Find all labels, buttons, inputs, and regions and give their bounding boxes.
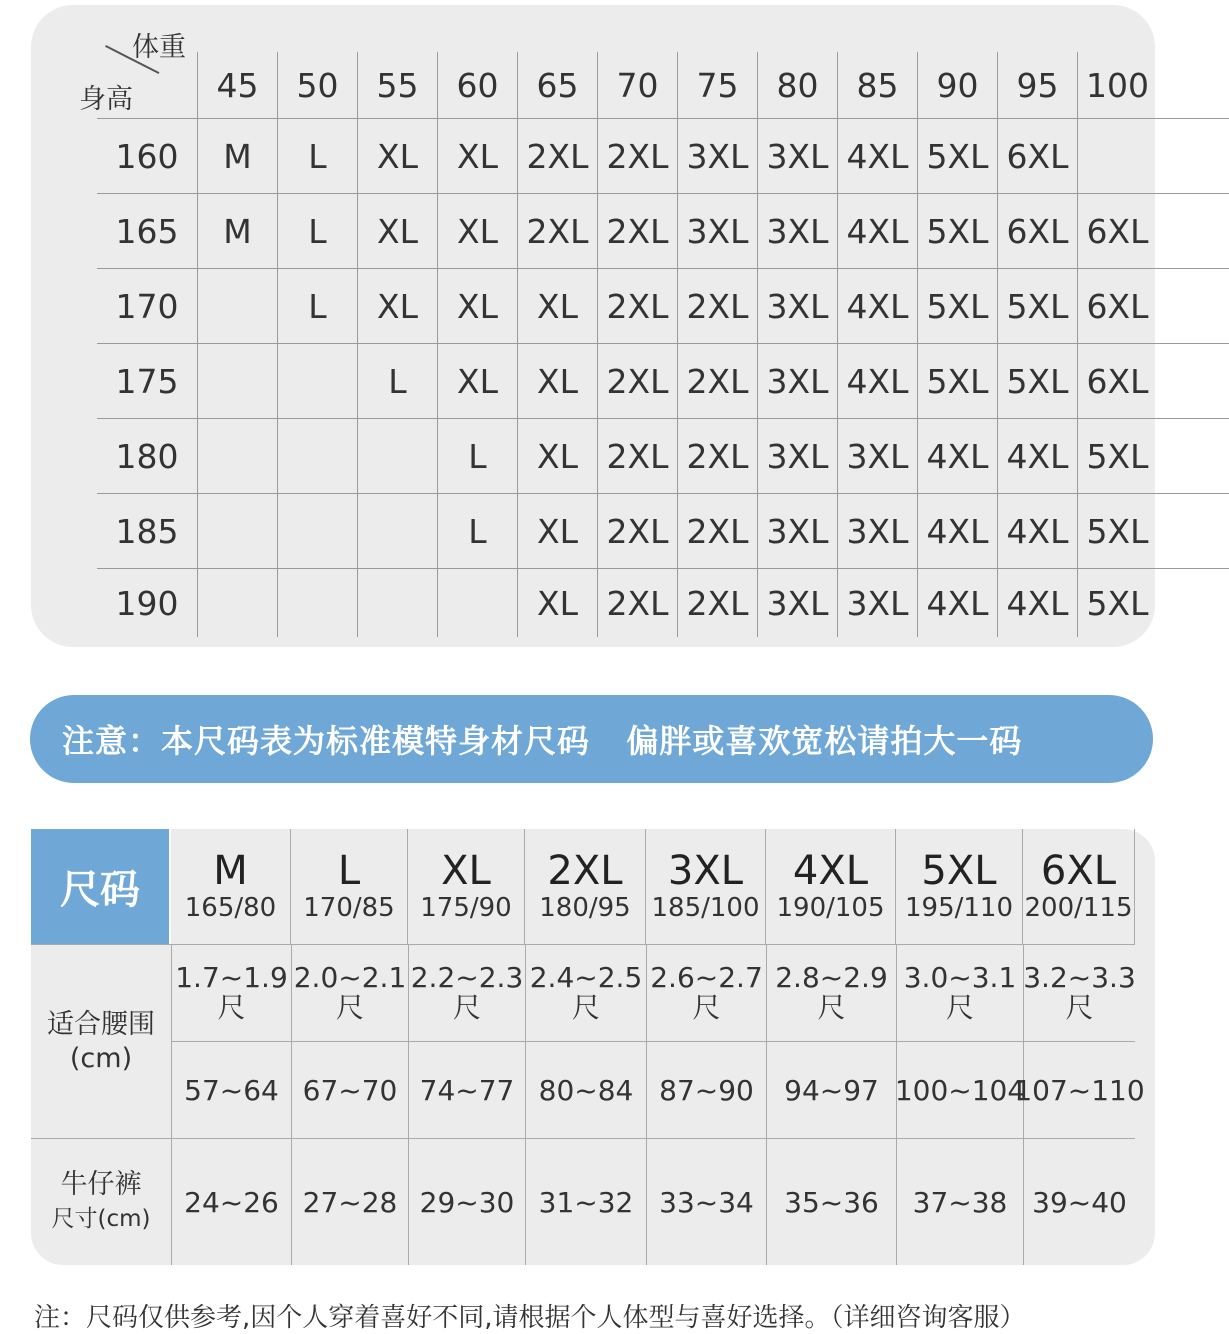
waist-cm-cell: 74~77 — [408, 1041, 525, 1138]
size-cell: M — [197, 193, 277, 268]
weight-header-95: 95 — [997, 52, 1077, 118]
size-spec: 190/105 — [776, 892, 885, 923]
size-cell: XL — [517, 268, 597, 343]
row-pad — [1157, 268, 1229, 343]
size-cell: 2XL — [517, 193, 597, 268]
corner-weight-label: 体重 — [132, 32, 186, 63]
waist-chi-unit: 尺 — [335, 991, 364, 1024]
size-cell: 2XL — [677, 343, 757, 418]
row-pad — [1135, 1041, 1155, 1138]
waist-chi-cell — [525, 944, 646, 1041]
waist-chi-value: 2.0~2.1 — [293, 961, 407, 994]
waist-chi-value: 2.8~2.9 — [775, 961, 888, 994]
size-header-2XL — [525, 829, 646, 944]
jeans-size-cell: 31~32 — [525, 1138, 646, 1265]
size-code: 2XL — [547, 847, 623, 894]
size-cell: L — [277, 268, 357, 343]
size-cell: XL — [437, 268, 517, 343]
size-spec: 170/85 — [303, 892, 395, 923]
weight-header-85: 85 — [837, 52, 917, 118]
size-cell: XL — [517, 568, 597, 637]
size-cell: 2XL — [677, 268, 757, 343]
size-cell: 2XL — [597, 268, 677, 343]
waist-chi-value: 3.2~3.3 — [1023, 961, 1136, 994]
weight-header-75: 75 — [677, 52, 757, 118]
size-code: 4XL — [792, 847, 869, 894]
size-cell: 5XL — [997, 268, 1077, 343]
size-cell — [197, 268, 277, 343]
waist-chi-unit: 尺 — [692, 991, 721, 1024]
size-cell: L — [357, 343, 437, 418]
size-cell: 3XL — [677, 118, 757, 193]
size-code: 6XL — [1040, 847, 1117, 894]
size-cell: 2XL — [677, 568, 757, 637]
weight-header-60: 60 — [437, 52, 517, 118]
waist-chi-unit: 尺 — [571, 991, 600, 1024]
size-cell: 3XL — [757, 193, 837, 268]
size-cell: 2XL — [517, 118, 597, 193]
waist-cm-cell: 80~84 — [525, 1041, 646, 1138]
size-cell — [277, 343, 357, 418]
waist-chi-value: 1.7~1.9 — [175, 961, 288, 994]
size-code: L — [337, 847, 361, 894]
size-spec: 165/80 — [184, 892, 277, 923]
size-header-L — [291, 829, 408, 944]
weight-header-65: 65 — [517, 52, 597, 118]
jeans-size-cell: 27~28 — [291, 1138, 408, 1265]
size-cell: XL — [357, 268, 437, 343]
size-cell: M — [197, 118, 277, 193]
waist-chi-cell — [291, 944, 408, 1041]
size-cell: 2XL — [597, 568, 677, 637]
size-cell — [277, 493, 357, 568]
waist-chi-value: 2.2~2.3 — [410, 961, 524, 994]
size-spec: 200/115 — [1024, 892, 1133, 923]
waist-chi-cell — [896, 944, 1023, 1041]
size-cell: XL — [357, 118, 437, 193]
waist-chi-value: 3.0~3.1 — [903, 961, 1017, 994]
row-pad — [1157, 343, 1229, 418]
weight-header-55: 55 — [357, 52, 437, 118]
size-cell: 6XL — [997, 118, 1077, 193]
size-cell: 5XL — [1077, 568, 1157, 637]
size-cell — [277, 418, 357, 493]
weight-header-80: 80 — [757, 52, 837, 118]
row-pad — [1135, 944, 1155, 1041]
size-cell: 6XL — [1077, 193, 1157, 268]
waist-chi-value: 2.4~2.5 — [529, 961, 643, 994]
size-spec-card — [31, 829, 1155, 1265]
weight-height-grid — [97, 52, 1149, 637]
size-cell: 3XL — [757, 268, 837, 343]
jeans-size-cell: 29~30 — [408, 1138, 525, 1265]
size-header-M — [171, 829, 291, 944]
height-label-185: 185 — [97, 493, 197, 568]
jeans-size-cell: 24~26 — [171, 1138, 291, 1265]
row-pad — [1157, 493, 1229, 568]
size-cell: XL — [517, 493, 597, 568]
size-cell: L — [277, 193, 357, 268]
size-code: 3XL — [667, 847, 744, 894]
size-cell: 5XL — [917, 268, 997, 343]
waist-cm-cell: 94~97 — [766, 1041, 896, 1138]
waist-cm-cell: 67~70 — [291, 1041, 408, 1138]
size-notice-banner: 注意：本尺码表为标准模特身材尺码 偏胖或喜欢宽松请拍大一码 — [30, 695, 1153, 783]
height-label-165: 165 — [97, 193, 197, 268]
size-cell: 5XL — [917, 343, 997, 418]
size-cell: 3XL — [757, 118, 837, 193]
jeans-label — [31, 1138, 171, 1265]
size-cell: 2XL — [597, 418, 677, 493]
size-header-5XL — [896, 829, 1023, 944]
size-header-XL — [408, 829, 525, 944]
size-cell: XL — [437, 343, 517, 418]
size-code: 5XL — [921, 847, 997, 894]
size-header-label: 尺码 — [31, 829, 171, 944]
height-label-175: 175 — [97, 343, 197, 418]
height-label-160: 160 — [97, 118, 197, 193]
size-cell: 5XL — [1077, 418, 1157, 493]
weight-header-70: 70 — [597, 52, 677, 118]
size-cell — [437, 568, 517, 637]
size-cell — [357, 418, 437, 493]
size-cell — [197, 568, 277, 637]
size-cell: 3XL — [757, 493, 837, 568]
size-cell: 3XL — [677, 193, 757, 268]
waist-label — [31, 944, 171, 1138]
jeans-label-unit: 尺寸(cm) — [51, 1206, 151, 1232]
row-pad — [1135, 1138, 1155, 1265]
row-pad — [1157, 118, 1229, 193]
waist-chi-unit: 尺 — [945, 991, 974, 1024]
size-header-6XL — [1023, 829, 1135, 944]
jeans-size-cell: 37~38 — [896, 1138, 1023, 1265]
size-spec: 175/90 — [420, 892, 512, 923]
size-cell: 4XL — [997, 418, 1077, 493]
corner-height-label: 身高 — [79, 84, 133, 115]
height-label-170: 170 — [97, 268, 197, 343]
waist-chi-unit: 尺 — [217, 991, 246, 1024]
size-cell: 6XL — [1077, 343, 1157, 418]
size-cell: L — [277, 118, 357, 193]
size-cell: 5XL — [917, 118, 997, 193]
size-cell: XL — [437, 118, 517, 193]
size-cell — [277, 568, 357, 637]
waist-chi-cell — [1023, 944, 1135, 1041]
size-cell: XL — [517, 418, 597, 493]
weight-height-size-card — [31, 5, 1155, 647]
jeans-size-cell: 35~36 — [766, 1138, 896, 1265]
size-cell: 5XL — [997, 343, 1077, 418]
size-cell: 6XL — [997, 193, 1077, 268]
waist-chi-unit: 尺 — [817, 991, 846, 1024]
size-cell — [1077, 118, 1157, 193]
waist-chi-cell — [171, 944, 291, 1041]
row-pad — [1157, 568, 1229, 637]
size-cell: 4XL — [997, 493, 1077, 568]
size-cell: 2XL — [597, 193, 677, 268]
height-label-190: 190 — [97, 568, 197, 637]
waist-chi-cell — [646, 944, 766, 1041]
waist-cm-cell: 57~64 — [171, 1041, 291, 1138]
size-cell — [197, 493, 277, 568]
size-cell: XL — [357, 193, 437, 268]
size-cell: L — [437, 418, 517, 493]
size-cell: 4XL — [837, 268, 917, 343]
size-cell: 2XL — [597, 343, 677, 418]
size-cell: 3XL — [837, 418, 917, 493]
size-cell — [357, 568, 437, 637]
waist-chi-unit: 尺 — [452, 991, 481, 1024]
size-cell: 4XL — [917, 418, 997, 493]
size-cell: 5XL — [917, 193, 997, 268]
row-pad — [1157, 193, 1229, 268]
size-cell: 3XL — [757, 343, 837, 418]
waist-cm-cell: 87~90 — [646, 1041, 766, 1138]
size-cell — [197, 343, 277, 418]
waist-chi-value: 2.6~2.7 — [650, 961, 763, 994]
size-cell: 3XL — [757, 418, 837, 493]
size-header-4XL — [766, 829, 896, 944]
weight-header-90: 90 — [917, 52, 997, 118]
row-pad — [1157, 418, 1229, 493]
size-cell: 4XL — [837, 343, 917, 418]
size-code: XL — [441, 847, 491, 894]
size-code: M — [213, 847, 248, 894]
weight-header-50: 50 — [277, 52, 357, 118]
size-spec-grid — [31, 829, 1155, 1265]
waist-cm-cell: 100~104 — [896, 1041, 1023, 1138]
weight-header-100: 100 — [1077, 52, 1157, 118]
size-cell — [197, 418, 277, 493]
size-spec: 195/110 — [904, 892, 1013, 923]
size-cell: 4XL — [997, 568, 1077, 637]
size-cell: 2XL — [677, 493, 757, 568]
size-cell: 5XL — [1077, 493, 1157, 568]
size-cell: 3XL — [837, 493, 917, 568]
weight-header-45: 45 — [197, 52, 277, 118]
size-cell: XL — [437, 193, 517, 268]
waist-cm-cell: 107~110 — [1023, 1041, 1135, 1138]
size-cell: 4XL — [837, 193, 917, 268]
size-cell: XL — [517, 343, 597, 418]
jeans-size-cell: 39~40 — [1023, 1138, 1135, 1265]
size-cell: 3XL — [757, 568, 837, 637]
size-cell: 4XL — [917, 493, 997, 568]
jeans-size-cell: 33~34 — [646, 1138, 766, 1265]
size-cell: 6XL — [1077, 268, 1157, 343]
corner-cell — [97, 52, 197, 118]
waist-chi-unit: 尺 — [1065, 991, 1094, 1024]
waist-label-text: 适合腰围 — [47, 1008, 155, 1040]
size-cell: 3XL — [837, 568, 917, 637]
size-cell: 2XL — [597, 493, 677, 568]
size-cell: 4XL — [837, 118, 917, 193]
size-cell: L — [437, 493, 517, 568]
height-label-180: 180 — [97, 418, 197, 493]
size-spec: 180/95 — [539, 892, 631, 923]
jeans-label-text: 牛仔裤 — [60, 1169, 142, 1200]
size-spec: 185/100 — [651, 892, 760, 923]
size-cell: 4XL — [917, 568, 997, 637]
size-cell — [357, 493, 437, 568]
header-pad — [1135, 829, 1155, 944]
waist-chi-cell — [766, 944, 896, 1041]
footnote: 注：尺码仅供参考,因个人穿着喜好不同,请根据个人体型与喜好选择。（详细咨询客服） — [34, 1303, 1026, 1333]
weight-header-pad — [1157, 52, 1229, 118]
waist-label-unit: (cm) — [69, 1042, 133, 1074]
size-cell: 2XL — [677, 418, 757, 493]
size-header-3XL — [646, 829, 766, 944]
waist-chi-cell — [408, 944, 525, 1041]
size-cell: 2XL — [597, 118, 677, 193]
